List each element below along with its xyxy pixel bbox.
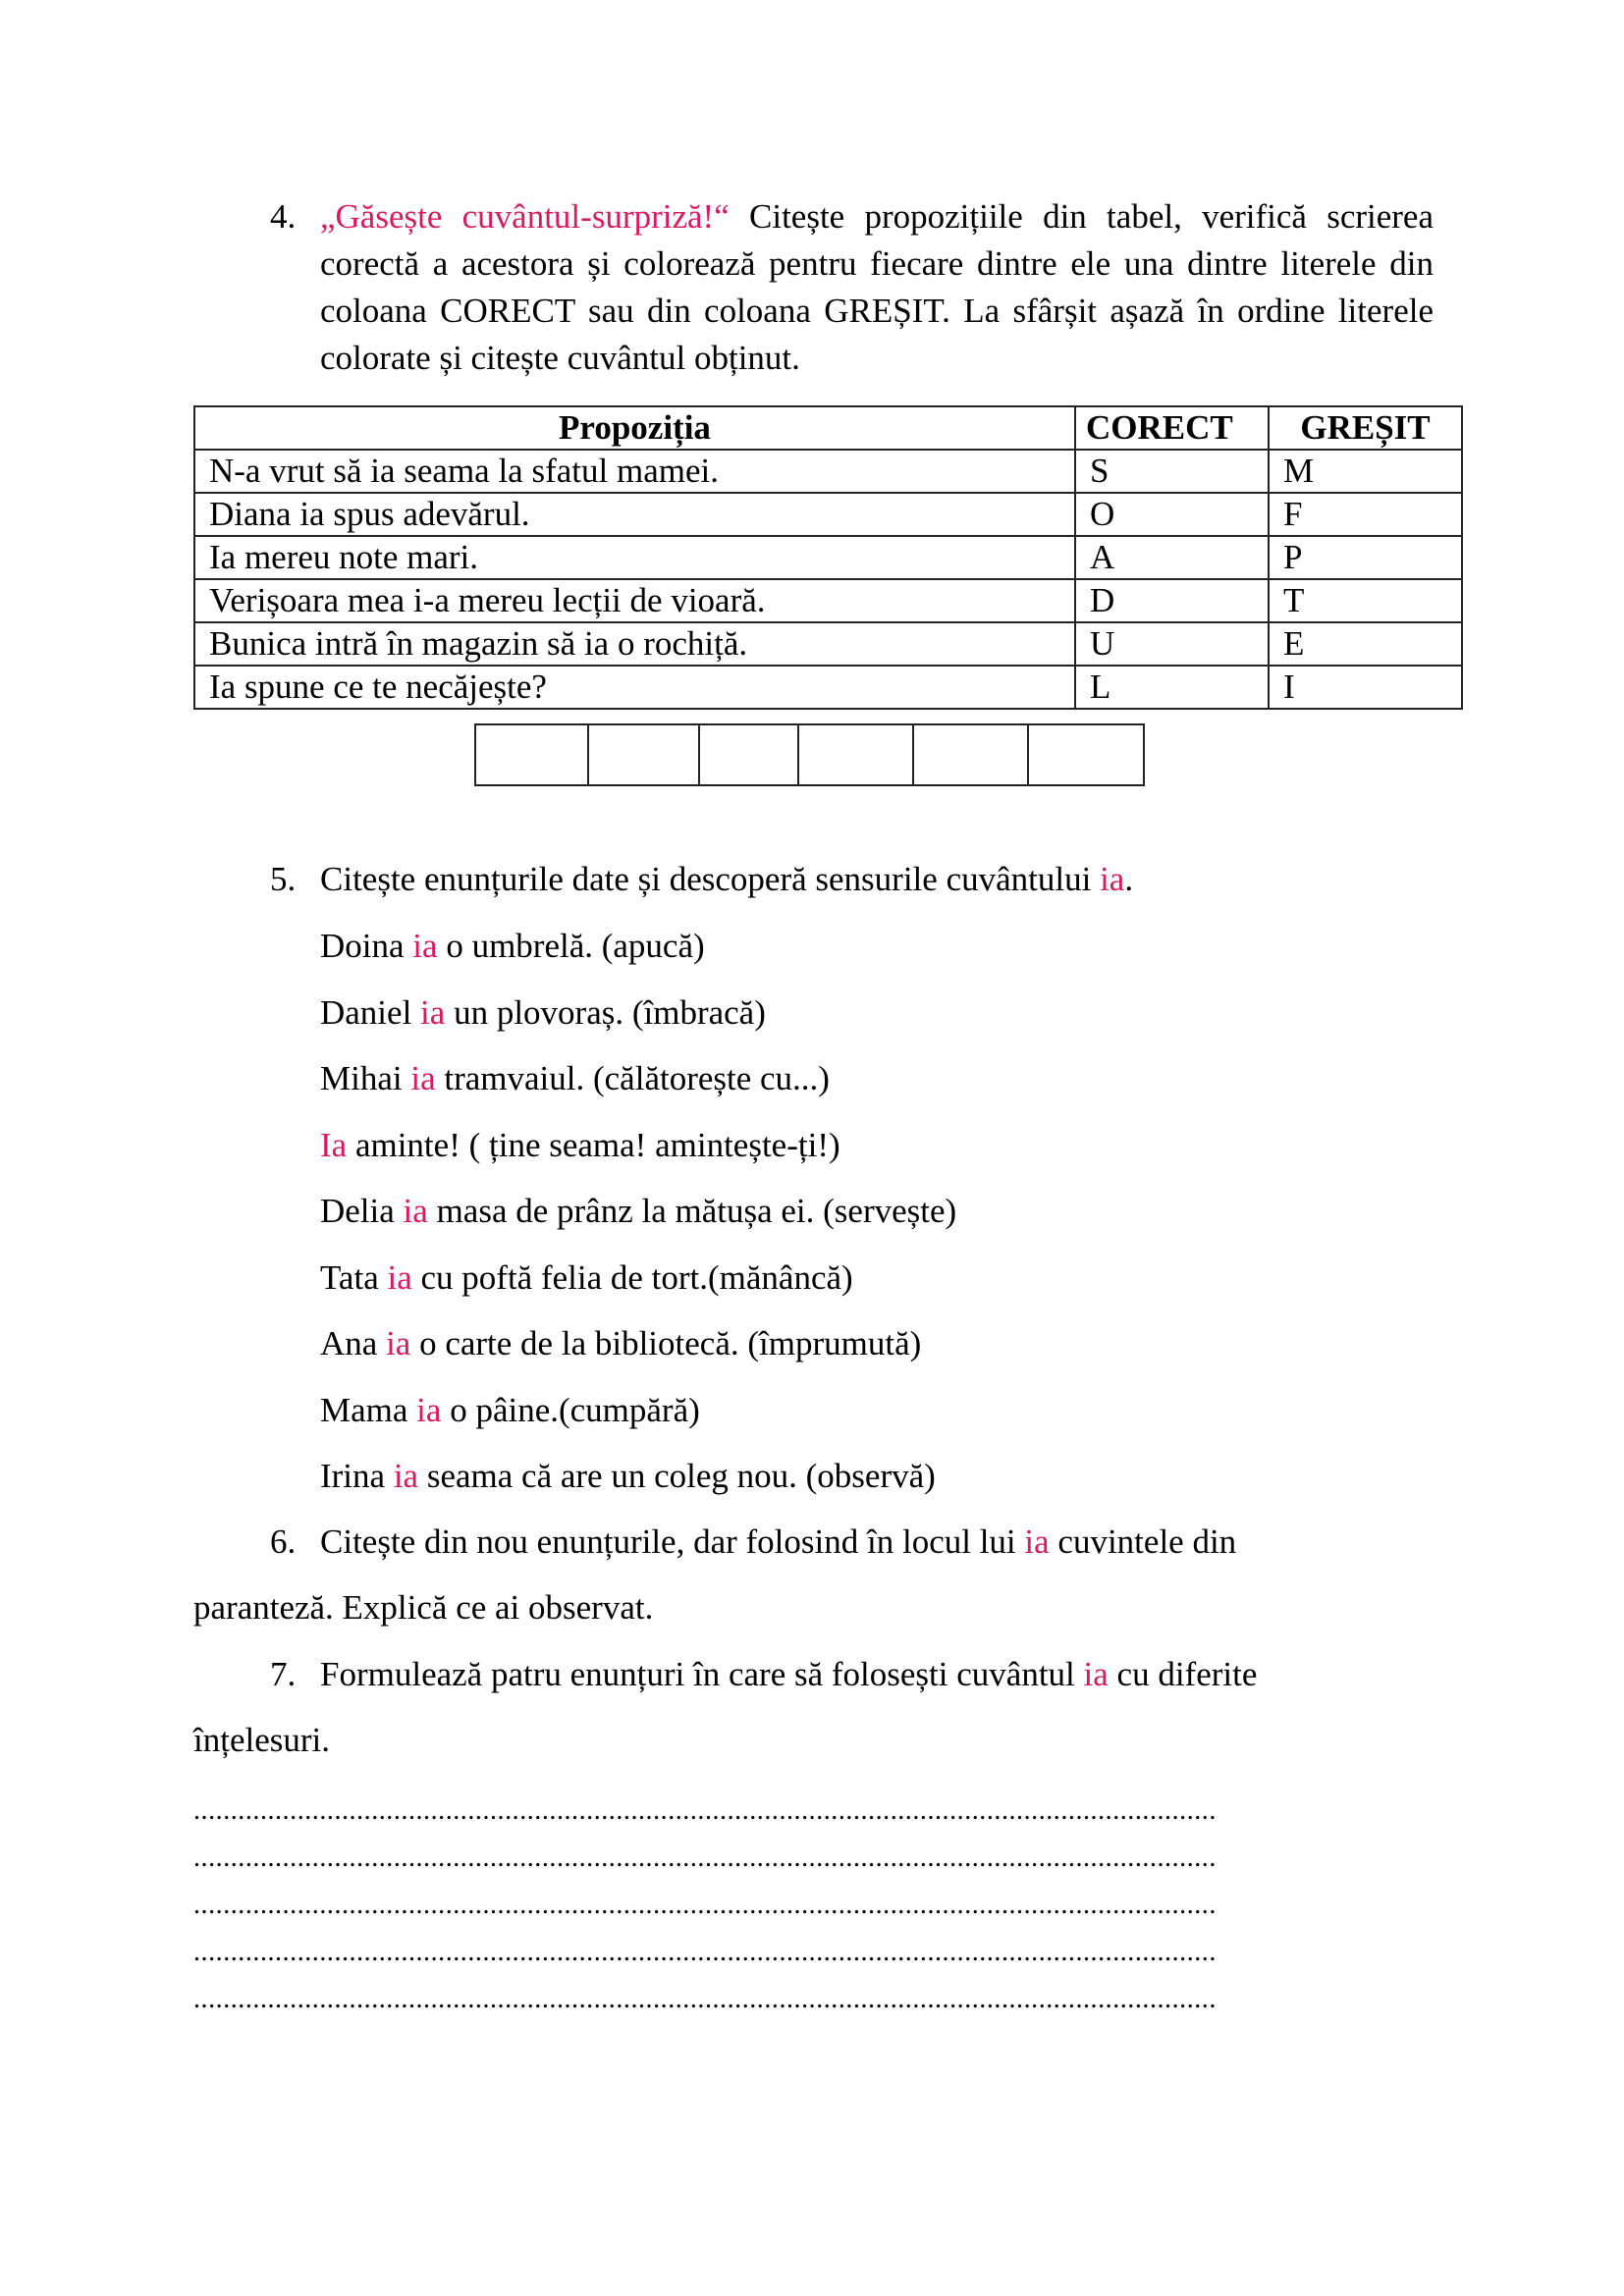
sentence-start: Mama [320,1390,417,1429]
answer-word-boxes [474,723,1145,786]
example-sentence [320,1055,830,1102]
keyword-ia: ia [410,1059,436,1097]
wrong-letter-cell[interactable]: T [1269,579,1462,622]
sentence-start: Daniel [320,992,421,1032]
example-sentence [320,1320,921,1367]
exercise-5-heading [270,856,1133,903]
sentence-meaning: cu poftă felia de tort.(mănâncă) [411,1257,853,1297]
sentence-meaning: tramvaiul. (călătorește cu...) [435,1059,830,1097]
sentence-cell: Bunica intră în magazin să ia o rochiță. [194,622,1075,666]
answer-line[interactable]: .......................................................................................................................................... [193,1891,1217,1920]
sentence-cell: Verișoara mea i-a mereu lecții de vioară. [194,579,1075,622]
sentence-table [193,405,1463,710]
keyword-ia: ia [393,1457,419,1495]
example-sentence [320,1188,956,1235]
example-sentence [320,1387,700,1434]
wrong-letter-cell[interactable]: F [1269,493,1462,536]
correct-letter-cell[interactable]: D [1075,579,1269,622]
header-sentence: Propoziția [194,406,1075,450]
keyword-ia: ia [1083,1655,1109,1693]
exercise-7-line-1 [270,1651,1257,1698]
exercise-5-punct: . [1124,860,1134,898]
example-sentence [320,1255,853,1302]
header-correct: CORECT [1075,406,1269,450]
wrong-letter-cell[interactable]: P [1269,536,1462,579]
keyword-ia: ia [420,992,446,1032]
sentence-meaning: o umbrelă. (apucă) [437,927,705,965]
exercise-7-number: 7. [270,1655,297,1693]
answer-letter-box[interactable] [474,723,589,786]
keyword-ia: ia [416,1390,442,1429]
sentence-start: Mihai [320,1059,411,1097]
sentence-meaning: o carte de la bibliotecă. (împrumută) [410,1324,922,1362]
sentence-start: Doina [320,927,413,965]
table-row [194,666,1462,709]
keyword-ia: ia [387,1257,412,1297]
sentence-cell: Ia spune ce te necăjește? [194,666,1075,709]
answer-letter-box[interactable] [1029,723,1145,786]
answer-letter-box[interactable] [589,723,700,786]
exercise-5-text: Citește enunțurile date și descoperă sensurile cuvântului [320,860,1101,898]
example-sentence [320,1122,840,1169]
exercise-4-number: 4. [270,197,297,236]
table-row [194,579,1462,622]
exercise-6-line-1 [270,1519,1236,1566]
correct-letter-cell[interactable]: U [1075,622,1269,666]
sentence-cell: Ia mereu note mari. [194,536,1075,579]
answer-line[interactable]: .......................................................................................................................................... [193,1938,1217,1967]
exercise-6-text: Citește din nou enunțurile, dar folosind în locul lui [320,1522,1025,1561]
keyword-ia: ia [1024,1522,1050,1561]
correct-letter-cell[interactable]: L [1075,666,1269,709]
wrong-letter-cell[interactable]: E [1269,622,1462,666]
exercise-6-number: 6. [270,1522,297,1561]
table-row [194,622,1462,666]
exercise-7-text: Formulează patru enunțuri în care să folosești cuvântul [320,1655,1084,1693]
answer-line[interactable]: .......................................................................................................................................... [193,1843,1217,1873]
sentence-meaning: o pâine.(cumpără) [441,1390,700,1429]
exercise-4-title: „Găsește cuvântul-surpriză!“ [320,197,730,236]
table-row [194,450,1462,493]
sentence-cell: Diana ia spus adevărul. [194,493,1075,536]
exercise-4-text: Citește propozițiile din tabel, verifică scrierea corectă a acestora și colorează pentru fiecare dintre ele una dintre literele din coloana CORECT sau din coloana GREȘIT. La sfârșit așază în ordine literele colorate și citește cuvântul obținut. [320,197,1435,377]
exercise-4 [270,193,1434,382]
wrong-letter-cell[interactable]: M [1269,450,1462,493]
exercise-4-instructions [320,193,1434,382]
answer-letter-box[interactable] [799,723,914,786]
exercise-6-line-2: paranteză. Explică ce ai observat. [193,1588,654,1627]
wrong-letter-cell[interactable]: I [1269,666,1462,709]
keyword-ia: ia [403,1192,428,1230]
exercise-5-number: 5. [270,860,297,898]
example-sentence [320,1453,936,1500]
exercise-7-line-2: înțelesuri. [193,1721,330,1759]
correct-letter-cell[interactable]: A [1075,536,1269,579]
sentence-cell: N-a vrut să ia seama la sfatul mamei. [194,450,1075,493]
correct-letter-cell[interactable]: O [1075,493,1269,536]
sentence-meaning: masa de prânz la mătușa ei. (servește) [427,1192,957,1230]
exercise-6-text-after: cuvintele din [1049,1522,1237,1561]
sentence-start: Tata [320,1257,388,1297]
table-row [194,536,1462,579]
sentence-meaning: seama că are un coleg nou. (observă) [418,1457,936,1495]
example-sentence [320,923,705,970]
answer-line[interactable]: .......................................................................................................................................... [193,1796,1217,1826]
header-wrong: GREȘIT [1269,406,1462,450]
keyword-ia: ia [1100,860,1125,898]
sentence-meaning: aminte! ( ține seama! amintește-ți!) [347,1125,840,1164]
example-sentence [320,989,766,1037]
answer-letter-box[interactable] [914,723,1029,786]
exercise-7-text-after: cu diferite [1108,1655,1258,1693]
sentence-start: Ana [320,1324,387,1362]
keyword-ia: ia [386,1324,411,1362]
sentence-meaning: un plovoraș. (îmbracă) [445,992,766,1032]
table-row [194,493,1462,536]
correct-letter-cell[interactable]: S [1075,450,1269,493]
keyword-ia: ia [412,927,438,965]
answer-line[interactable]: .......................................................................................................................................... [193,1985,1217,2014]
table-header-row [194,406,1462,450]
keyword-ia: Ia [320,1125,348,1164]
sentence-start: Delia [320,1192,404,1230]
answer-letter-box[interactable] [700,723,799,786]
sentence-start: Irina [320,1457,394,1495]
